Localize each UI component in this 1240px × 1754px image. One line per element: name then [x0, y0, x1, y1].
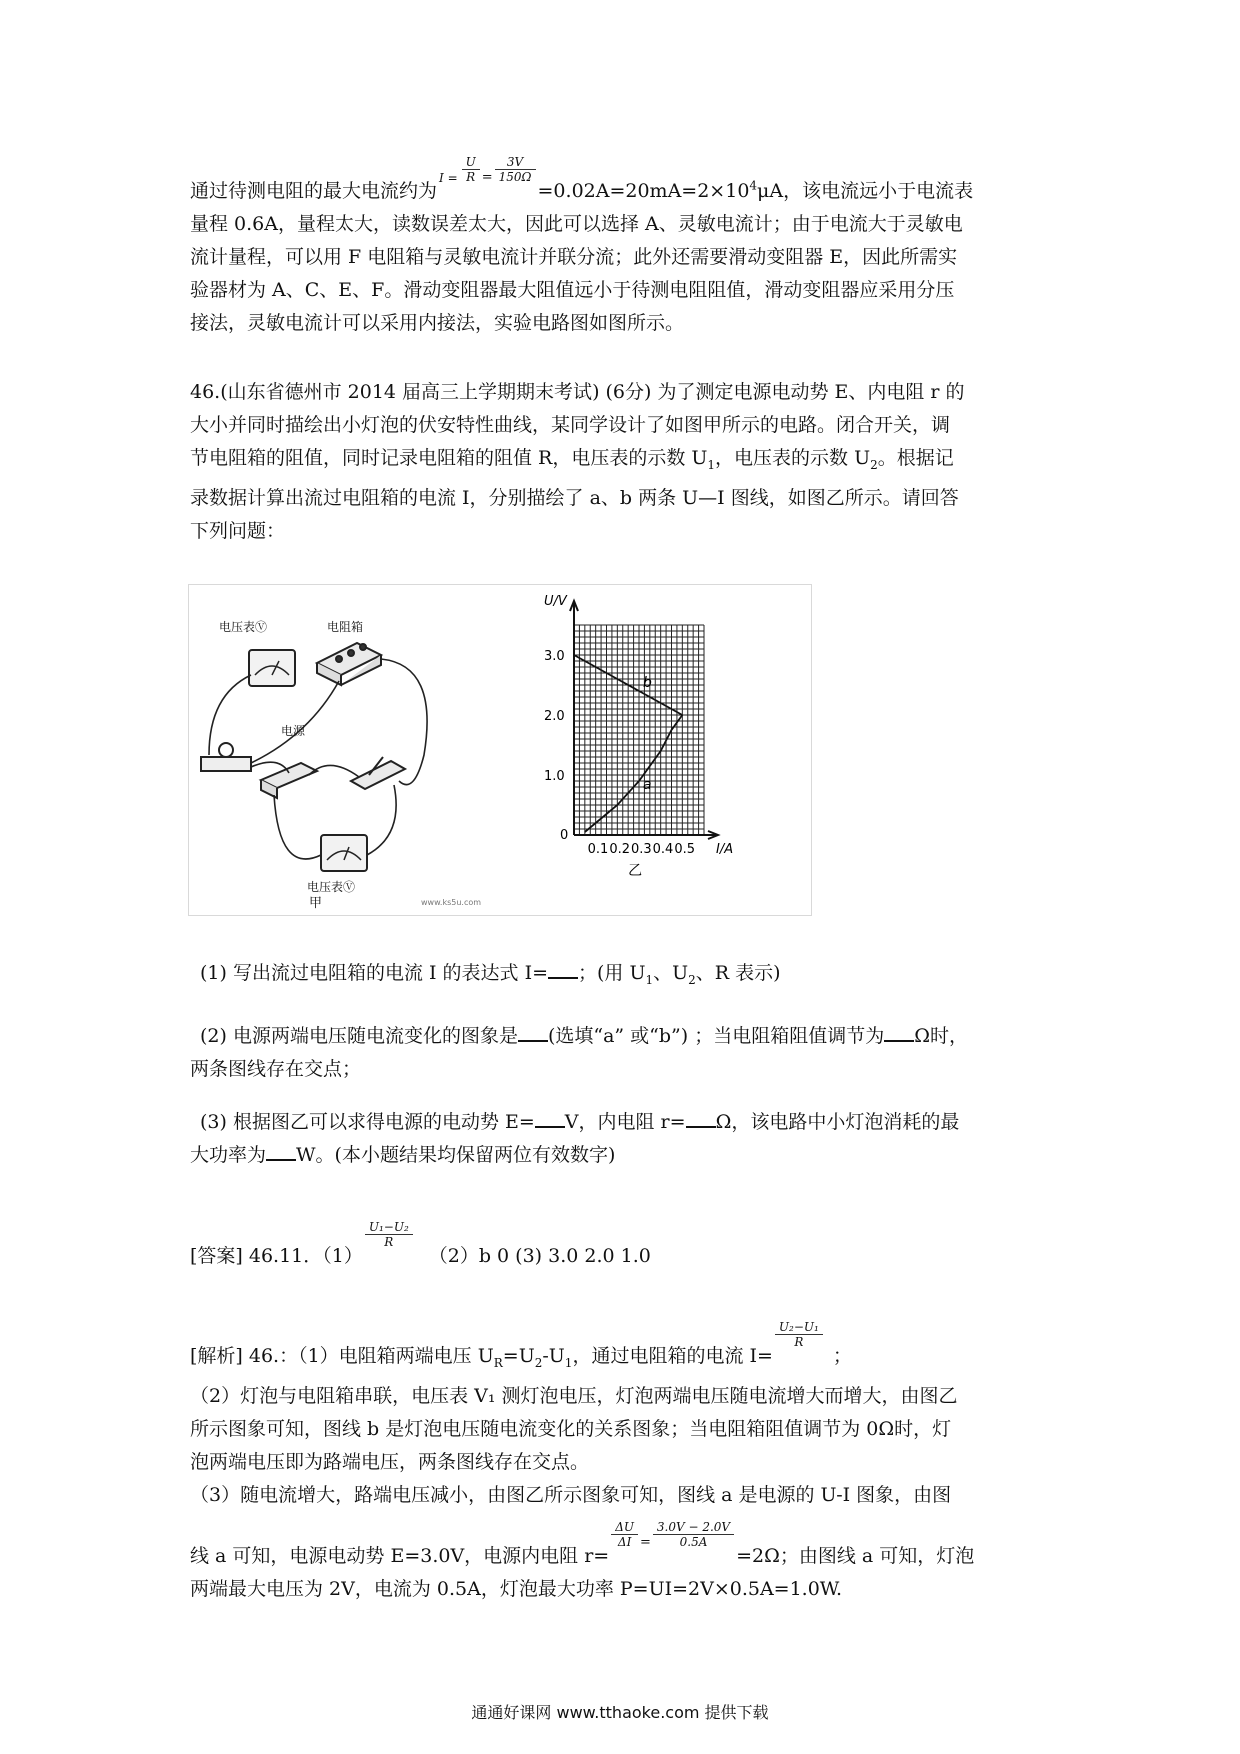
analysis-line-5: （3）随电流增大，路端电压减小，由图乙所示图象可知，图线 a 是电源的 U-I 图象，由图 — [190, 1483, 952, 1506]
analysis-fraction-values — [653, 1520, 734, 1549]
formula-i-u-r — [439, 170, 458, 185]
analysis-line-1-mid2: -U — [542, 1345, 565, 1367]
q1-sub-2: 2 — [688, 972, 696, 987]
analysis-line-1-end: ； — [832, 1345, 852, 1367]
x-tick-label: 0.2 — [609, 842, 631, 857]
q3-text: (3) 根据图乙可以求得电源的电动势 E= — [200, 1111, 535, 1133]
caption-jia: 甲 — [309, 896, 323, 911]
q2-blank-1[interactable] — [518, 1022, 548, 1042]
formula-num-3v: 3V — [495, 155, 536, 170]
q1-mid: 、U — [653, 962, 689, 984]
x-tick-label: 0.4 — [652, 842, 674, 857]
origin-label: 0 — [560, 828, 569, 843]
analysis-frac1-num: U₂−U₁ — [775, 1320, 823, 1335]
lamp-icon — [201, 757, 251, 771]
analysis-line-1-post: ，通过电阻箱的电流 I= — [572, 1345, 773, 1367]
analysis-frac-du: ΔU — [611, 1520, 638, 1535]
intro-line-4: 验器材为 A、C、E、F。滑动变阻器最大阻值远小于待测电阻阻值，滑动变阻器应采用分压 — [190, 279, 955, 301]
label-voltmeter-2: 电压表Ⓥ — [307, 880, 356, 894]
q3-blank-2[interactable] — [686, 1108, 716, 1128]
analysis-line-6-pre: 线 a 可知，电源电动势 E=3.0V，电源内电阻 r= — [190, 1544, 610, 1567]
intro-line-5: 接法，灵敏电流计可以采用内接法，实验电路图如图所示。 — [190, 312, 685, 334]
analysis-line-2: （2）灯泡与电阻箱串联，电压表 V₁ 测灯泡电压，灯泡两端电压随电流增大而增大，由图乙 — [190, 1384, 958, 1407]
answer-fraction — [365, 1220, 413, 1249]
question-line-1: 46.(山东省德州市 2014 届高三上学期期末考试) (6分) 为了测定电源电动势 E、内电阻 r 的 — [190, 381, 965, 403]
x-tick-label: 0.1 — [587, 842, 609, 857]
ui-chart — [544, 594, 733, 879]
intro-paragraph — [190, 155, 1060, 340]
q1-text: (1) 写出流过电阻箱的电流 I 的表达式 I= — [200, 962, 549, 984]
caption-yi: 乙 — [628, 863, 643, 879]
formula-lhs: I = — [439, 170, 458, 185]
analysis-frac-values-den: 0.5A — [679, 1534, 708, 1549]
analysis-sub-r: R — [493, 1355, 503, 1370]
q3-line-2-post: W。(本小题结果均保留两位有效数字) — [296, 1144, 616, 1166]
question-paragraph — [190, 376, 1060, 548]
analysis-line-1-mid: =U — [502, 1345, 535, 1367]
question-line-5: 下列问题： — [190, 519, 286, 542]
q2-mid: (选填“a” 或“b”) ；当电阻箱阻值调节为 — [547, 1025, 885, 1047]
q1-sub-1: 1 — [645, 972, 654, 987]
series-label-b: b — [643, 675, 652, 691]
analysis-paragraph — [190, 1320, 1060, 1606]
q1-tail: 、R 表示) — [695, 962, 781, 984]
answer-frac-num: U₁−U₂ — [365, 1220, 413, 1235]
question-line-4: 录数据计算出流过电阻箱的电流 I，分别描绘了 a、b 两条 U—I 图线，如图乙所示。请回答 — [190, 486, 959, 509]
x-tick-label: 0.5 — [674, 842, 696, 857]
intro-line-1-value: =0.02A=20mA=2×10 — [537, 180, 750, 202]
analysis-sub-2: 2 — [534, 1355, 543, 1370]
analysis-fraction-du-di — [611, 1520, 638, 1549]
sub-question-1 — [190, 957, 1060, 997]
page-footer: 通通好课网 www.tthaoke.com 提供下载 — [471, 1703, 769, 1722]
sub-question-2 — [190, 1020, 1060, 1086]
analysis-line-7: 两端最大电压为 2V，电流为 0.5A，灯泡最大功率 P=UI=2V×0.5A=1.0W. — [190, 1577, 843, 1600]
label-resistor-box: 电阻箱 — [327, 620, 364, 634]
q3-unit: Ω，该电路中小灯泡消耗的最 — [715, 1111, 960, 1133]
answer-rest: （2）b 0 (3) 3.0 2.0 1.0 — [428, 1245, 651, 1267]
intro-line-3: 流计量程，可以用 F 电阻箱与灵敏电流计并联分流；此外还需要滑动变阻器 E，因此所需实 — [190, 246, 958, 268]
q1-blank[interactable] — [548, 959, 578, 979]
x-axis-label: I/A — [716, 842, 734, 857]
watermark-ks5u: www.ks5u.com — [421, 898, 482, 907]
q1-post: ；(用 U — [578, 962, 646, 984]
analysis-frac1-den: R — [794, 1335, 804, 1349]
q3-blank-3[interactable] — [266, 1141, 296, 1161]
y-tick-label: 1.0 — [544, 769, 565, 784]
analysis-eq: = — [640, 1534, 651, 1550]
answer-paragraph — [190, 1220, 1060, 1273]
label-voltmeter-1: 电压表Ⓥ — [219, 620, 268, 634]
figure-svg — [189, 585, 811, 915]
q2-unit: Ω时， — [914, 1025, 968, 1047]
answer-frac-den: R — [384, 1235, 394, 1249]
answer-label: [答案] 46.11．（1） — [190, 1245, 363, 1267]
analysis-line-4: 泡两端电压即为路端电压，两条图线存在交点。 — [190, 1450, 590, 1473]
analysis-sub-1: 1 — [564, 1355, 573, 1370]
y-tick-label: 3.0 — [544, 649, 565, 664]
q2-line-2: 两条图线存在交点； — [190, 1058, 362, 1080]
formula-eq: = — [481, 170, 493, 185]
q2-blank-2[interactable] — [884, 1022, 914, 1042]
analysis-frac-values-num: 3.0V − 2.0V — [653, 1520, 734, 1535]
intro-line-2: 量程 0.6A，量程太大，读数误差太大，因此可以选择 A、灵敏电流计；由于电流大于灵敏电 — [190, 213, 963, 235]
intro-line-1-tail: μA，该电流远小于电流表 — [757, 180, 974, 202]
analysis-fraction-1 — [775, 1320, 823, 1349]
formula-den-r: R — [466, 170, 476, 184]
formula-num-u: U — [462, 155, 480, 170]
intro-line-1: 通过待测电阻的最大电流约为 — [190, 180, 438, 202]
analysis-frac-di: ΔI — [617, 1534, 632, 1549]
formula-den-150: 150Ω — [498, 170, 532, 184]
y-tick-label: 2.0 — [544, 709, 565, 724]
q3-blank-1[interactable] — [535, 1108, 565, 1128]
analysis-line-6-post: =2Ω；由图线 a 可知，灯泡 — [736, 1544, 975, 1567]
figure-panel — [188, 584, 812, 916]
voltmeter-1-icon — [249, 650, 295, 686]
question-line-3-post: 。根据记 — [877, 447, 954, 469]
question-line-3-pre: 节电阻箱的阻值，同时记录电阻箱的阻值 R，电压表的示数 U — [190, 447, 708, 469]
sub-question-3 — [190, 1106, 1060, 1172]
question-line-3-mid: ，电压表的示数 U — [715, 447, 871, 469]
sub-1: 1 — [707, 457, 716, 472]
x-tick-label: 0.3 — [631, 842, 652, 857]
switch-icon — [351, 761, 405, 789]
y-axis-label: U/V — [544, 594, 567, 609]
sub-2: 2 — [870, 457, 878, 472]
q2-text: (2) 电源两端电压随电流变化的图象是 — [200, 1025, 518, 1047]
formula-fraction-ur — [462, 155, 480, 184]
analysis-line-3: 所示图象可知，图线 b 是灯泡电压随电流变化的关系图象；当电阻箱阻值调节为 0Ω时，灯 — [190, 1417, 952, 1440]
voltmeter-2-icon — [321, 835, 367, 871]
question-line-2: 大小并同时描绘出小灯泡的伏安特性曲线，某同学设计了如图甲所示的电路。闭合开关，调 — [190, 414, 951, 436]
q3-mid: V，内电阻 r= — [564, 1111, 686, 1133]
formula-fraction-3v — [495, 155, 536, 184]
series-label-a: a — [643, 777, 652, 793]
label-power-source: 电源 — [281, 724, 306, 738]
intro-exponent: 4 — [749, 178, 758, 193]
q3-line-2-pre: 大功率为 — [190, 1144, 267, 1166]
analysis-line-1-pre: [解析] 46.：（1）电阻箱两端电压 U — [190, 1345, 494, 1367]
circuit-diagram — [201, 643, 427, 871]
